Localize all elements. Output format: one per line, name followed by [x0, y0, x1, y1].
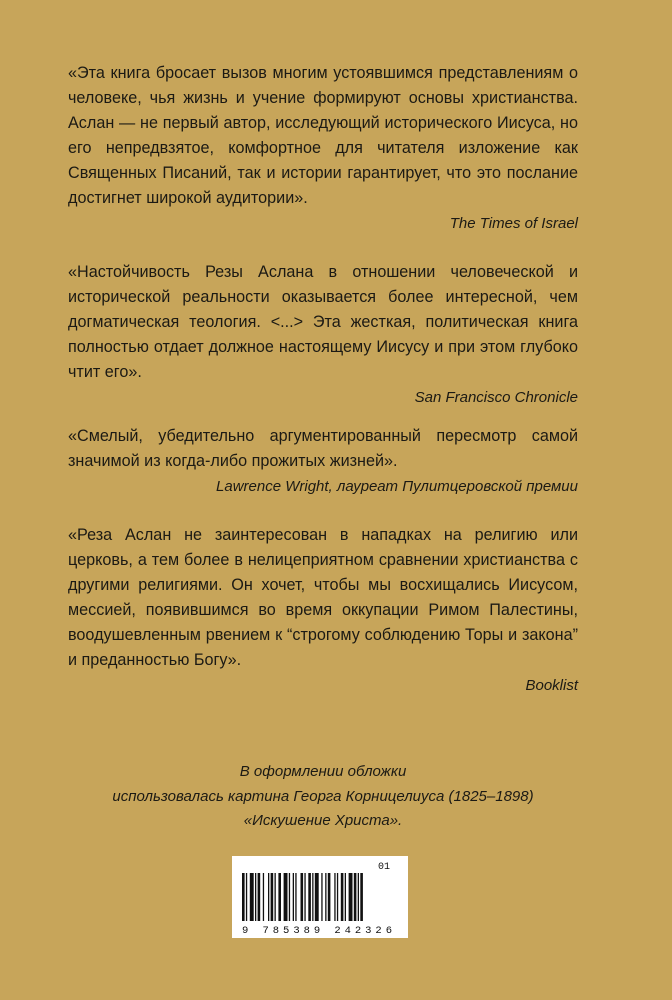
- quote-source: San Francisco Chronicle: [414, 389, 578, 406]
- barcode-bar: [293, 873, 294, 921]
- barcode-bar: [334, 873, 335, 921]
- barcode-bar: [284, 873, 288, 921]
- barcode-bar: [345, 873, 346, 921]
- barcode-bar: [268, 873, 269, 921]
- barcode-bar: [308, 873, 311, 921]
- review-quote-1: [68, 61, 578, 235]
- barcode-bar: [255, 873, 256, 921]
- barcode-bar: [354, 873, 357, 921]
- barcode-bar: [328, 873, 331, 921]
- quote-text: «Смелый, убедительно аргументированный пересмотр самой значимой из когда-либо прожитых жизней».: [68, 427, 578, 470]
- quote-text: «Реза Аслан не заинтересован в нападках на религию или церковь, а тем более в нелицеприятном сравнении христианства с другими религиями. Он хочет, чтобы мы восхищались Иисусом, мессией, появившимся во время оккупации Римом Палестины, воодушевленным рвением к “строгому соблюдению Торы и закона” и преданностью Богу».: [68, 526, 578, 669]
- barcode-bar: [271, 873, 274, 921]
- barcode-bar: [358, 873, 359, 921]
- quote-text: «Эта книга бросает вызов многим устоявшимся представлениям о человеке, чья жизнь и учение формируют основы христианства. Аслан — не первый автор, исследующий исторического Иисуса, но его непредвзятое, комфортное для читателя изложение как Священных Писаний, так и истории гарантирует, что это послание достигнет широкой аудитории».: [68, 64, 578, 207]
- barcode-bar: [349, 873, 353, 921]
- review-quote-2: [68, 260, 578, 409]
- barcode-graphic: [232, 856, 408, 938]
- quote-source: The Times of Israel: [449, 215, 578, 232]
- barcode-bar: [360, 873, 363, 921]
- credit-line-2: использовалась картина Георга Корницелиуса (1825–1898): [112, 787, 534, 805]
- barcode-bar: [246, 873, 247, 921]
- cover-art-credit: [68, 760, 578, 834]
- review-quote-3: [68, 424, 578, 498]
- barcode-bar: [304, 873, 305, 921]
- barcode-bar: [263, 873, 264, 921]
- barcode-bar: [289, 873, 290, 921]
- barcode-bar: [337, 873, 338, 921]
- barcode-bar: [321, 873, 322, 921]
- review-quote-4: [68, 523, 578, 697]
- barcode-bar: [312, 873, 313, 921]
- barcode-bar: [325, 873, 326, 921]
- isbn-barcode: [232, 856, 408, 938]
- barcode-bar: [301, 873, 304, 921]
- barcode-bar: [278, 873, 281, 921]
- barcode-bar: [242, 873, 245, 921]
- barcode-bar: [275, 873, 276, 921]
- barcode-bar: [315, 873, 319, 921]
- credit-line-1: В оформлении обложки: [239, 763, 407, 780]
- quote-text: «Настойчивость Резы Аслана в отношении человеческой и исторической реальности оказывается более интересной, чем догматическая теология. <...> Эта жесткая, политическая книга полностью отдает должное настоящему Иисусу и при этом глубоко чтит его».: [68, 263, 578, 381]
- quote-source: Booklist: [525, 677, 578, 694]
- barcode-addon-digits: 01: [378, 862, 391, 873]
- barcode-bar: [258, 873, 261, 921]
- credit-line-3: «Искушение Христа».: [243, 812, 403, 829]
- barcode-digits: 9 785389 242326: [242, 925, 392, 937]
- quote-source: Lawrence Wright, лауреат Пулитцеровской премии: [216, 478, 578, 495]
- barcode-bar: [295, 873, 296, 921]
- barcode-bar: [341, 873, 344, 921]
- barcode-bar: [250, 873, 254, 921]
